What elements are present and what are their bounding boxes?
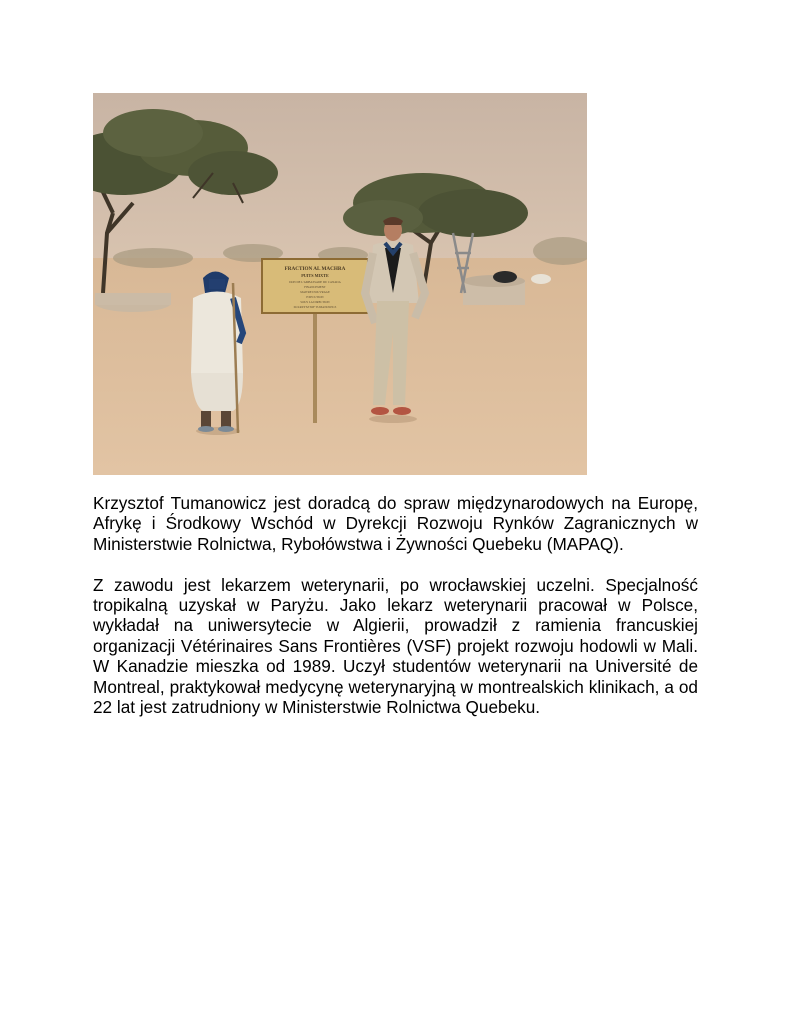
sign-line-3: DON DE L'AMBASSADE DU CANADA: [289, 280, 341, 284]
desert-photo: [93, 93, 587, 475]
biography-text: [93, 493, 698, 717]
sign-line-4: FINANCEMENT: [304, 285, 326, 289]
sign-title: FRACTION AL MACHRA: [284, 266, 346, 272]
sign-line-5: MAITRE D'OUVRAGE: [300, 290, 330, 294]
sign-line-6: EXECUTION: [306, 295, 324, 299]
paragraph-career: Z zawodu jest lekarzem weterynarii, po wrocławskiej uczelni. Specjalność tropikalną uzyskał w Paryżu. Jako lekarz weterynarii pracował w Polsce, wykładał na uniwersytecie w Algierii, prowadził z ramienia francuskiej organizacji Vétérinaires Sans Frontières (VSF) projekt rozwoju hodowli w Mali. W Kanadzie mieszka od 1989. Uczył studentów weterynarii na Université de Montreal, praktykował medycynę weterynaryjną w montrealskich klinikach, a od 22 lat jest zatrudniony w Ministerstwie Rolnictwa Quebeku.: [93, 574, 698, 718]
sign-line-7: SOUS LA DIRECTION: [300, 300, 330, 304]
paragraph-role: Krzysztof Tumanowicz jest doradcą do spraw międzynarodowych na Europę, Afrykę i Środkowy Wschód w Dyrekcji Rozwoju Rynków Zagranicznych w Ministerstwie Rolnictwa, Rybołówstwa i Żywności Quebeku (MAPAQ).: [93, 493, 698, 554]
sign-line-8: Dr KRZYSZTOF TUMANOWICZ: [293, 305, 337, 309]
sign-line-2: PUITS MIXTE: [301, 273, 329, 278]
well-left: [95, 293, 171, 312]
